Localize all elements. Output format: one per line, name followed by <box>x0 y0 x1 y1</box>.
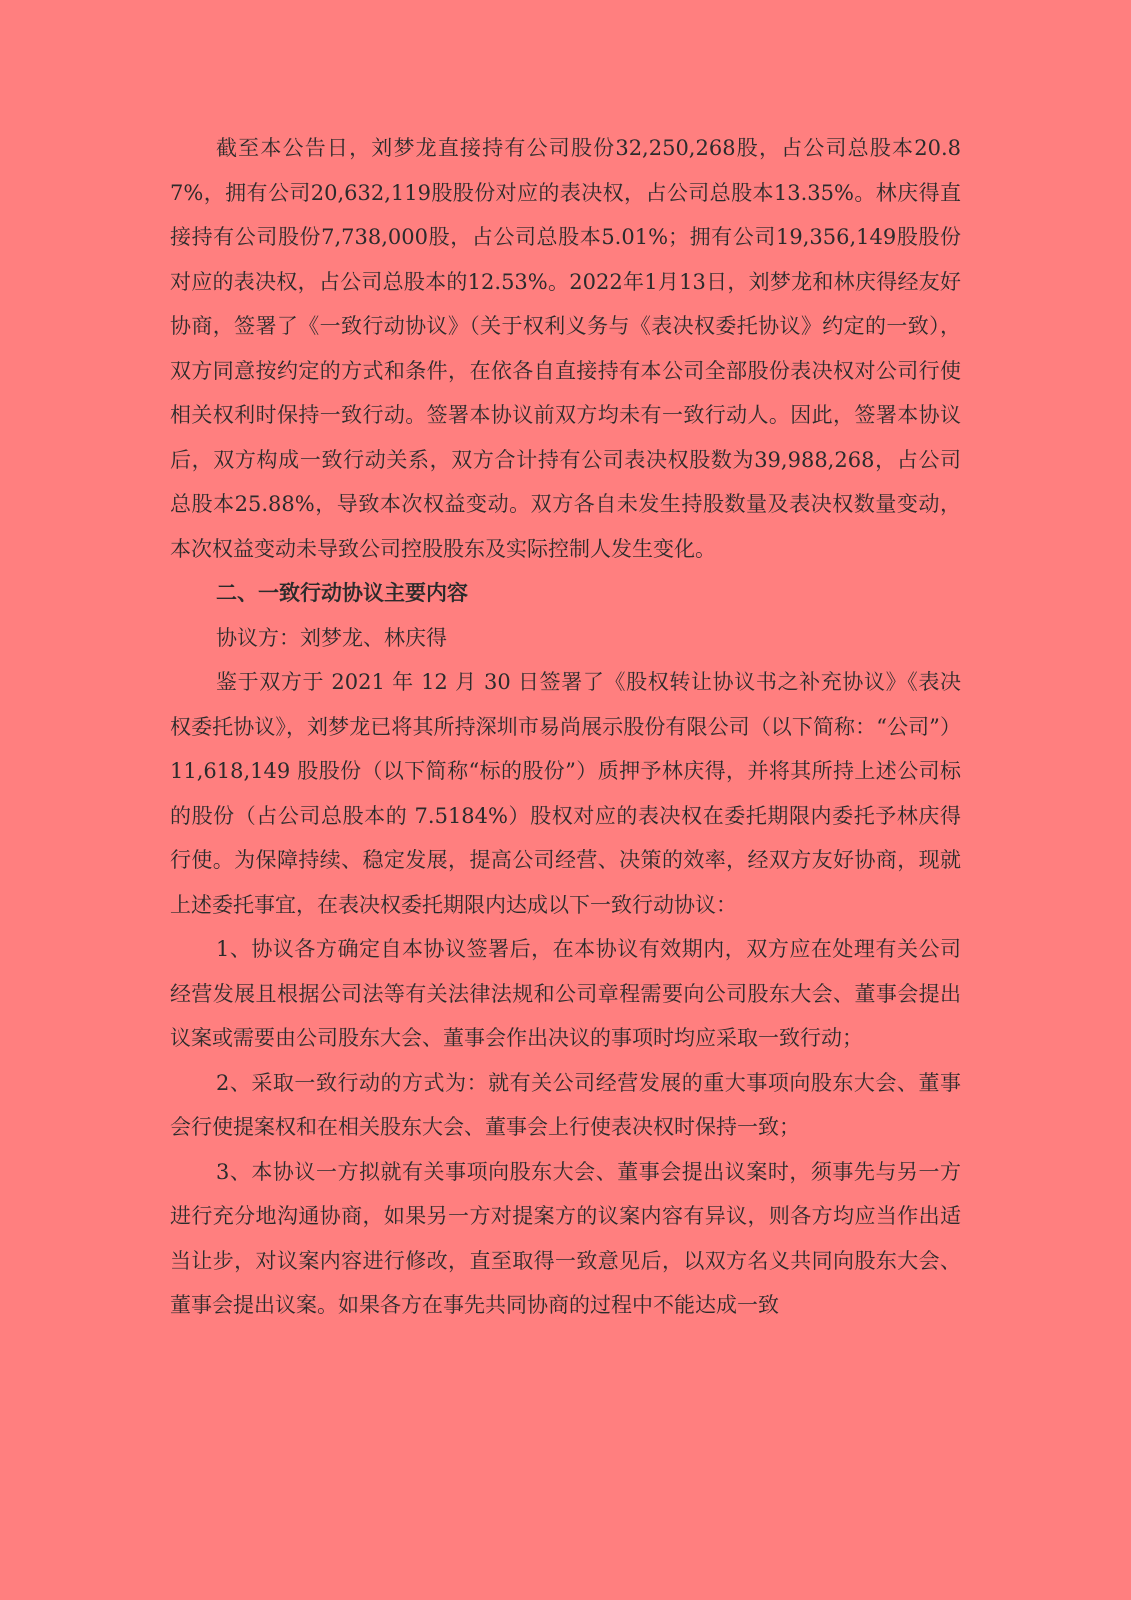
clause-3: 3、本协议一方拟就有关事项向股东大会、董事会提出议案时，须事先与另一方进行充分地沟通协商，如果另一方对提案方的议案内容有异议，则各方均应当作出适当让步，对议案内容进行修改，直至取得一致意见后，以双方名义共同向股东大会、董事会提出议案。如果各方在事先共同协商的过程中不能达成一致 <box>170 1159 961 1317</box>
paragraph-equity-holding: 截至本公告日，刘梦龙直接持有公司股份32,250,268股，占公司总股本20.87%，拥有公司20,632,119股股份对应的表决权，占公司总股本13.35%。林庆得直接持有公司股份7,738,000股，占公司总股本5.01%；拥有公司19,356,149股股份对应的表决权，占公司总股本的12.53%。2022年1月13日，刘梦龙和林庆得经友好协商，签署了《一致行动协议》（关于权利义务与《表决权委托协议》约定的一致），双方同意按约定的方式和条件，在依各自直接持有本公司全部股份表决权对公司行使相关权利时保持一致行动。签署本协议前双方均未有一致行动人。因此，签署本协议后，双方构成一致行动关系，双方合计持有公司表决权股数为39,988,268，占公司总股本25.88%，导致本次权益变动。双方各自未发生持股数量及表决权数量变动，本次权益变动未导致公司控股股东及实际控制人发生变化。 <box>170 136 961 561</box>
section-heading: 二、一致行动协议主要内容 <box>216 580 468 605</box>
paragraph-background: 鉴于双方于 2021 年 12 月 30 日签署了《股权转让协议书之补充协议》《表决权委托协议》，刘梦龙已将其所持深圳市易尚展示股份有限公司（以下简称：“公司”）11,618,149 股股份（以下简称“标的股份”）质押予林庆得，并将其所持上述公司标的股份（占公司总股本的 7.5184%）股权对应的表决权在委托期限内委托予林庆得行使。为保障持续、稳定发展，提高公司经营、决策的效率，经双方友好协商，现就上述委托事宜，在表决权委托期限内达成以下一致行动协议： <box>170 670 961 917</box>
clause-1: 1、协议各方确定自本协议签署后，在本协议有效期内，双方应在处理有关公司经营发展且根据公司法等有关法律法规和公司章程需要向公司股东大会、董事会提出议案或需要由公司股东大会、董事会作出决议的事项时均应采取一致行动； <box>170 937 961 1050</box>
clause-2: 2、采取一致行动的方式为：就有关公司经营发展的重大事项向股东大会、董事会行使提案权和在相关股东大会、董事会上行使表决权时保持一致； <box>170 1070 961 1139</box>
agreement-parties: 协议方：刘梦龙、林庆得 <box>216 625 447 650</box>
